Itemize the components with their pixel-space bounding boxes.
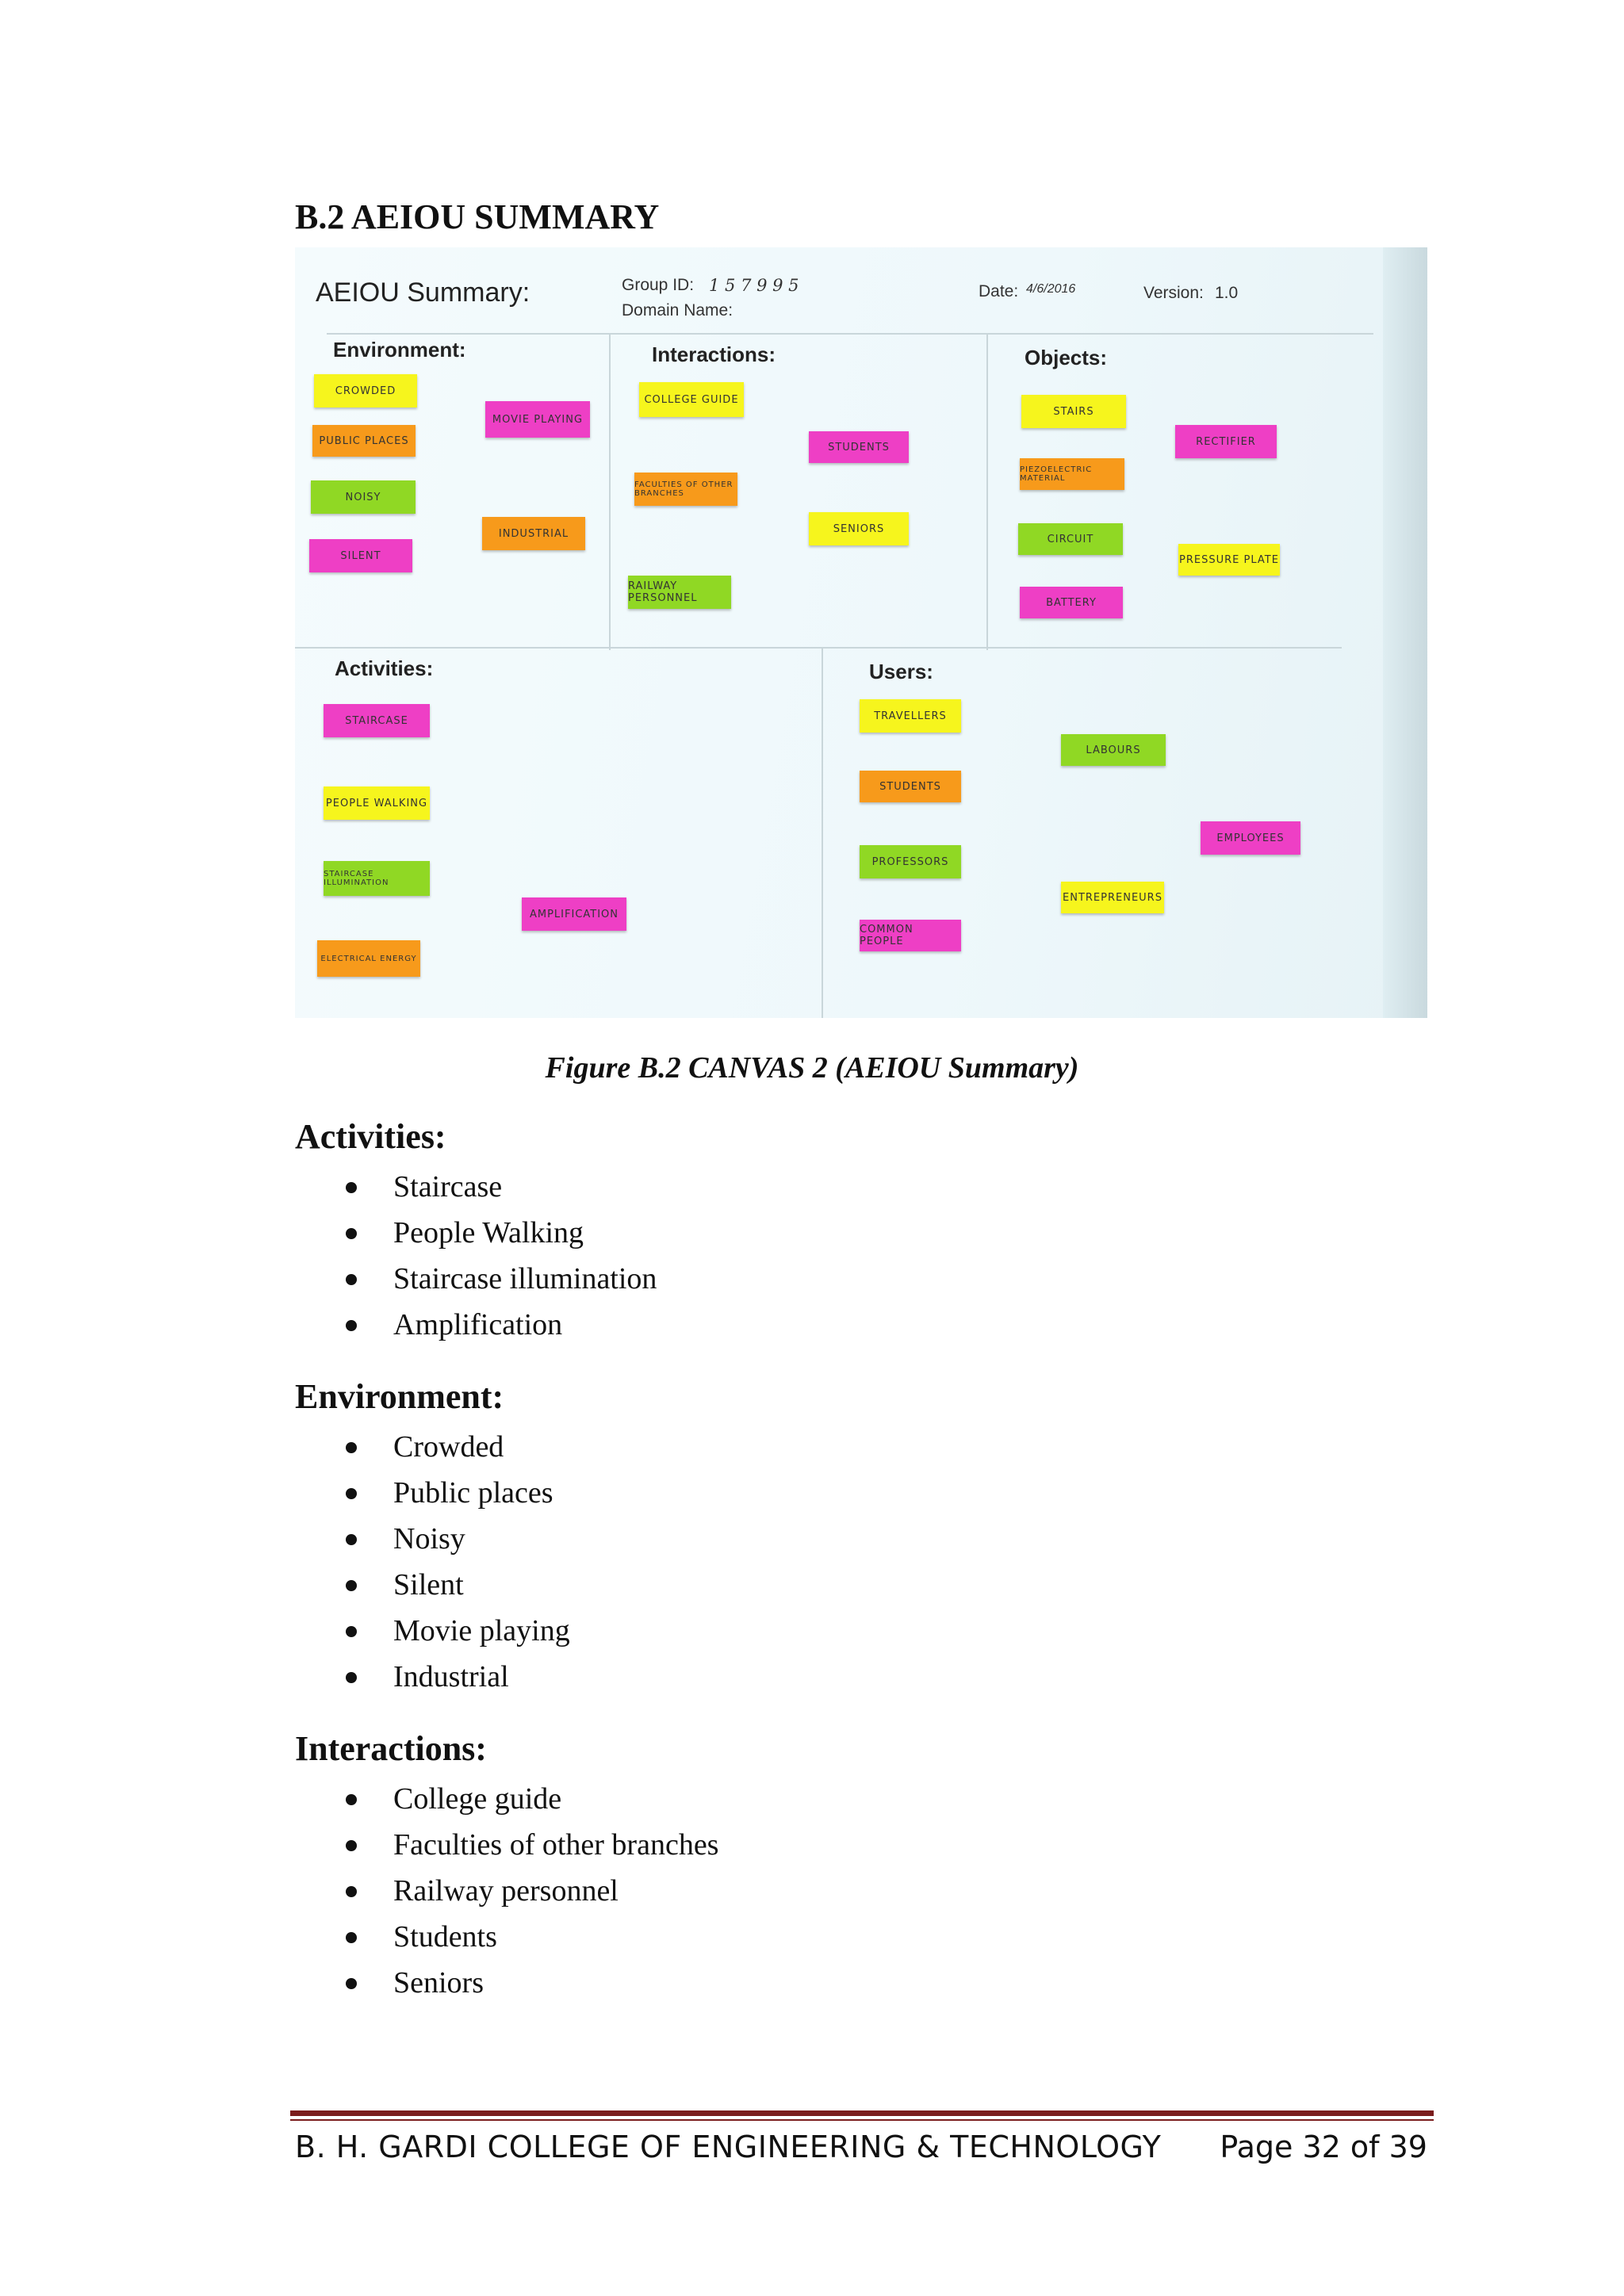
list-item: Seniors <box>295 1965 718 2011</box>
sticky-note: CIRCUIT <box>1018 523 1123 555</box>
page-heading: B.2 AEIOU SUMMARY <box>295 197 660 236</box>
group-id-label: Group ID: <box>622 276 695 294</box>
list-item: Students <box>295 1919 718 1965</box>
sticky-note: EMPLOYEES <box>1201 821 1300 855</box>
activities-list <box>295 1169 657 1353</box>
version-value: 1.0 <box>1215 284 1239 302</box>
sticky-note: RAILWAY PERSONNEL <box>628 576 731 609</box>
canvas-divider <box>609 333 611 650</box>
sticky-note: STUDENTS <box>809 431 909 463</box>
canvas-mid-divider <box>295 647 1342 649</box>
list-item: Railway personnel <box>295 1873 718 1919</box>
list-item: People Walking <box>295 1215 657 1261</box>
section-activities-label: Activities: <box>335 656 434 680</box>
sticky-note: ENTREPRENEURS <box>1061 882 1164 913</box>
canvas-divider <box>986 333 988 650</box>
sticky-note: MOVIE PLAYING <box>485 401 590 438</box>
group-id-value: 1 5 7 9 9 5 <box>709 276 799 295</box>
aeiou-canvas-photo <box>295 247 1427 1018</box>
footer-rule-thin <box>290 2119 1434 2121</box>
environment-list <box>295 1429 570 1705</box>
interactions-title: Interactions: <box>295 1729 487 1768</box>
list-item: Industrial <box>295 1659 570 1705</box>
sticky-note: COMMON PEOPLE <box>860 920 961 951</box>
list-item: Crowded <box>295 1429 570 1475</box>
list-item: Public places <box>295 1475 570 1521</box>
sticky-note: PEOPLE WALKING <box>324 786 430 820</box>
interactions-list <box>295 1781 718 2011</box>
sticky-note: STAIRS <box>1021 395 1126 428</box>
sticky-note: STAIRCASE <box>324 704 430 737</box>
sticky-note: PROFESSORS <box>860 845 961 878</box>
sticky-note: ELECTRICAL ENERGY <box>317 940 420 977</box>
sticky-note: TRAVELLERS <box>860 699 961 733</box>
sticky-note: CROWDED <box>314 374 417 408</box>
sticky-note: PIEZOELECTRIC MATERIAL <box>1020 458 1124 490</box>
date-label: Date: <box>979 282 1019 300</box>
version-label: Version: <box>1143 284 1204 302</box>
sticky-note: NOISY <box>311 480 416 514</box>
activities-title: Activities: <box>295 1117 446 1156</box>
list-item: Amplification <box>295 1307 657 1353</box>
date-value: 4/6/2016 <box>1026 282 1076 296</box>
canvas-divider <box>822 647 823 1018</box>
sticky-note: LABOURS <box>1061 734 1166 766</box>
sticky-note: FACULTIES OF OTHER BRANCHES <box>634 473 737 506</box>
canvas-title: AEIOU Summary: <box>316 277 530 308</box>
section-users-label: Users: <box>869 660 933 683</box>
sticky-note: STAIRCASE ILLUMINATION <box>324 861 430 896</box>
sticky-note: RECTIFIER <box>1175 425 1277 458</box>
sticky-note: COLLEGE GUIDE <box>639 382 744 417</box>
sticky-note: PRESSURE PLATE <box>1178 544 1280 576</box>
environment-title: Environment: <box>295 1377 504 1416</box>
section-environment-label: Environment: <box>333 338 466 362</box>
footer-page-number: Page 32 of 39 <box>1220 2130 1427 2164</box>
footer-college-name: B. H. GARDI COLLEGE OF ENGINEERING & TECHNOLOGY <box>295 2130 1162 2164</box>
domain-name-label: Domain Name: <box>622 301 733 320</box>
list-item: Staircase <box>295 1169 657 1215</box>
section-interactions-label: Interactions: <box>652 342 776 366</box>
sticky-note: BATTERY <box>1020 587 1123 618</box>
sticky-note: PUBLIC PLACES <box>312 425 416 457</box>
footer-rule-thick <box>290 2110 1434 2116</box>
section-objects-label: Objects: <box>1025 346 1108 369</box>
sticky-note: STUDENTS <box>860 771 961 802</box>
sticky-note: SENIORS <box>809 512 909 545</box>
figure-caption: Figure B.2 CANVAS 2 (AEIOU Summary) <box>545 1051 1079 1085</box>
canvas-top-divider <box>327 333 1373 335</box>
sticky-note: SILENT <box>309 539 412 572</box>
list-item: Faculties of other branches <box>295 1827 718 1873</box>
list-item: Staircase illumination <box>295 1261 657 1307</box>
list-item: Noisy <box>295 1521 570 1567</box>
list-item: Silent <box>295 1567 570 1613</box>
list-item: College guide <box>295 1781 718 1827</box>
list-item: Movie playing <box>295 1613 570 1659</box>
sticky-note: AMPLIFICATION <box>522 897 626 931</box>
sticky-note: INDUSTRIAL <box>482 517 585 550</box>
canvas-paper-edge <box>1383 247 1427 1018</box>
